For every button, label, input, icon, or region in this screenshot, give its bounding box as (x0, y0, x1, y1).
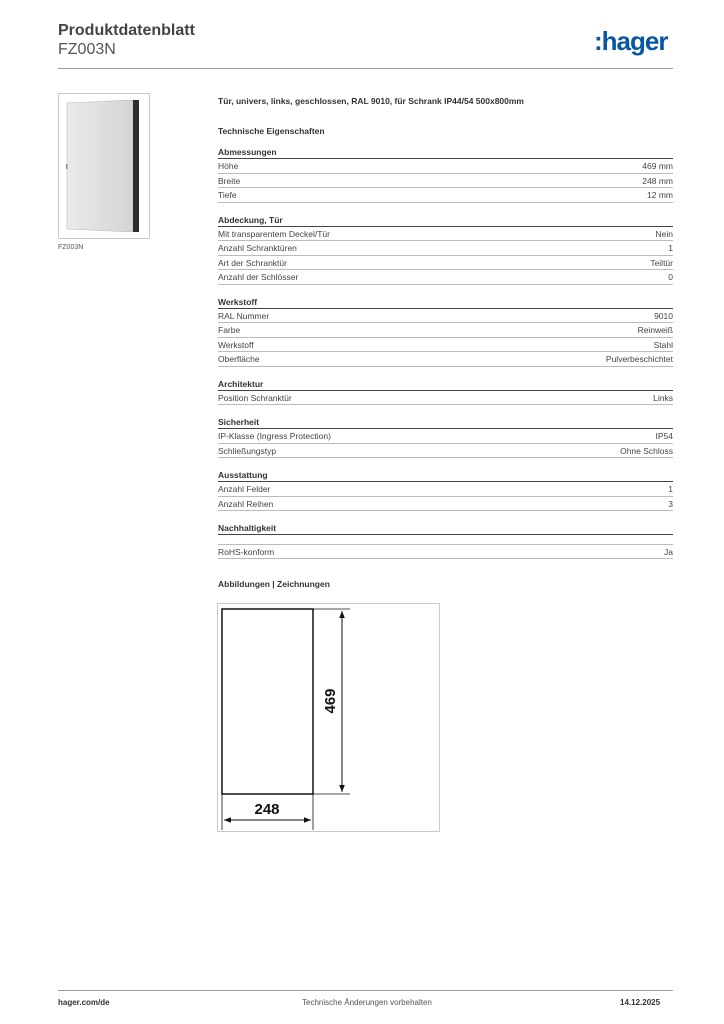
spec-row (218, 241, 673, 256)
spec-label: Anzahl Felder (218, 484, 271, 494)
spec-value: Pulverbeschichtet (605, 354, 673, 364)
spec-value: Teiltür (650, 257, 673, 268)
spec-row (218, 338, 673, 353)
spec-label: Position Schranktür (218, 392, 292, 403)
spec-value: 9010 (654, 310, 673, 321)
spec-value: 12 mm (647, 190, 673, 200)
spec-content (218, 96, 673, 599)
group-title: Abmessungen (218, 145, 673, 159)
group-title: Ausstattung (218, 468, 673, 482)
spec-value: Ohne Schloss (620, 445, 673, 456)
footer-divider (58, 990, 673, 991)
spec-row (218, 309, 673, 324)
header-divider (58, 68, 673, 69)
spec-row (218, 482, 673, 497)
spec-group-ausstattung (218, 468, 673, 511)
hager-logo: :hager (594, 26, 668, 56)
spec-group-architektur (218, 377, 673, 406)
spec-label: Farbe (218, 325, 241, 335)
group-title: Architektur (218, 377, 673, 391)
spec-value: Reinweiß (637, 325, 673, 335)
door-outline (222, 609, 313, 794)
spec-row (218, 174, 673, 189)
spec-label: IP-Klasse (Ingress Protection) (218, 431, 331, 441)
spec-group-werkstoff (218, 295, 673, 367)
footer-date: 14.12.2025 (620, 998, 661, 1007)
spec-row (218, 270, 673, 285)
spec-row (218, 256, 673, 271)
spec-label: Werkstoff (218, 339, 254, 350)
spec-row (218, 159, 673, 174)
group-title: Nachhaltigkeit (218, 521, 673, 535)
spec-value: 469 mm (642, 161, 673, 171)
spec-label: Mit transparentem Deckel/Tür (218, 228, 330, 239)
spec-row (218, 188, 673, 203)
product-code: FZ003N (58, 41, 116, 58)
drawings-title: Abbildungen | Zeichnungen (218, 578, 330, 589)
spec-label: Art der Schranktür (218, 257, 287, 268)
spec-row (218, 429, 673, 444)
section-title: Technische Eigenschaften (218, 126, 325, 136)
spec-value: 3 (668, 498, 673, 509)
spec-group-sicherheit (218, 415, 673, 458)
group-title: Werkstoff (218, 295, 673, 309)
width-label: 248 (254, 801, 280, 818)
product-image (58, 93, 150, 239)
spec-row (218, 227, 673, 242)
footer-notice: Technische Änderungen vorbehalten (302, 998, 432, 1007)
spec-value: 0 (668, 272, 673, 282)
spec-label: Anzahl der Schlösser (218, 272, 299, 282)
group-title: Sicherheit (218, 415, 673, 429)
group-title: Abdeckung, Tür (218, 213, 673, 227)
spec-value: Nein (655, 228, 673, 239)
footer-website-link[interactable]: hager.com/de (58, 998, 110, 1007)
spec-label: Oberfläche (218, 354, 260, 364)
height-label: 469 (322, 688, 339, 714)
spec-group-nachhaltigkeit (218, 521, 673, 559)
spec-label: Schließungstyp (218, 445, 277, 456)
spec-row (218, 444, 673, 459)
spec-label: Anzahl Reihen (218, 498, 274, 509)
spec-value: Stahl (653, 339, 673, 350)
spec-label: RAL Nummer (218, 310, 270, 321)
spec-row (218, 391, 673, 406)
spec-label: Anzahl Schranktüren (218, 243, 297, 253)
page-title: Produktdatenblatt (58, 22, 195, 39)
spec-group-abdeckung (218, 213, 673, 285)
spec-row (218, 352, 673, 367)
spec-label: Breite (218, 175, 241, 186)
spec-label: Tiefe (218, 190, 237, 200)
dimension-drawing-svg (218, 604, 439, 831)
spec-value: Links (653, 392, 673, 403)
image-caption: FZ003N (58, 244, 84, 251)
product-description: Tür, univers, links, geschlossen, RAL 9010, für Schrank IP44/54 500x800mm (218, 96, 524, 106)
spec-group-abmessungen (218, 145, 673, 203)
spec-value: 248 mm (642, 175, 673, 186)
spec-label: RoHS-konform (218, 547, 275, 557)
spec-label: Höhe (218, 161, 239, 171)
spec-row (218, 323, 673, 338)
dimension-drawing (217, 603, 440, 832)
spec-value: IP54 (655, 431, 673, 441)
spec-value: Ja (664, 547, 673, 557)
spec-value: 1 (668, 484, 673, 494)
spec-row (218, 497, 673, 512)
spec-value: 1 (668, 243, 673, 253)
spec-row (218, 544, 673, 559)
door-illustration (65, 100, 143, 232)
